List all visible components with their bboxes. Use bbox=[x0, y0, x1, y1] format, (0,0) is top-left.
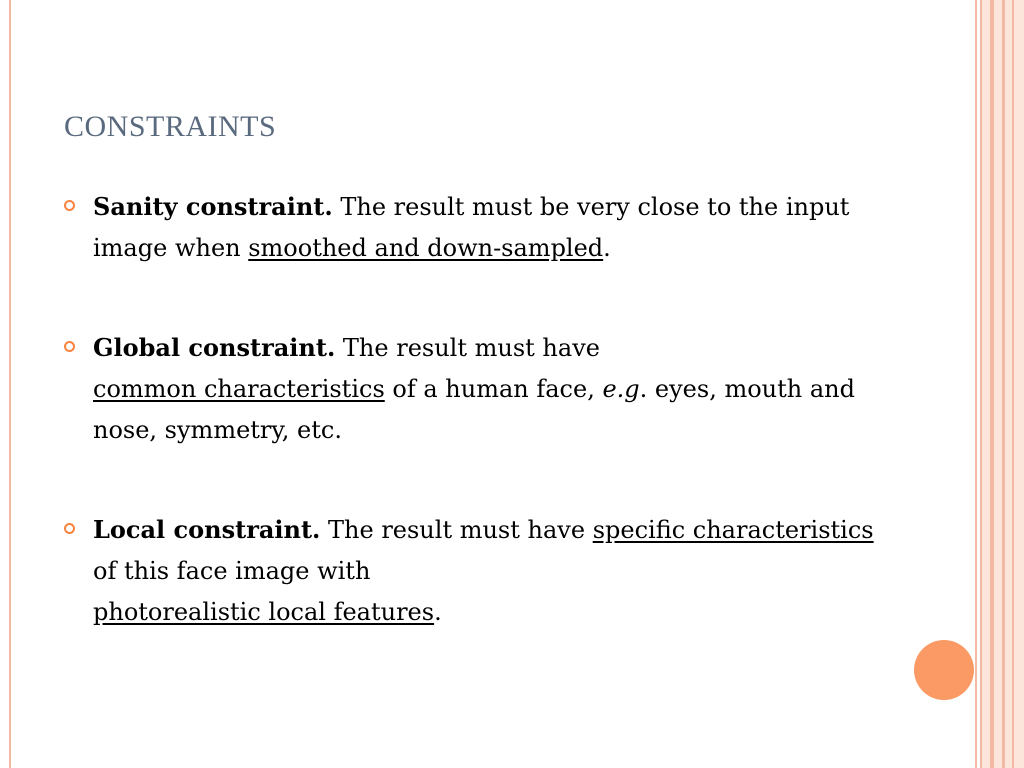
bullet-text: . bbox=[603, 234, 611, 262]
bullet-item-sanity bbox=[64, 186, 894, 269]
bullet-item-global bbox=[64, 327, 894, 451]
slide-title: CONSTRAINTS bbox=[64, 110, 277, 143]
edge-stripe-line bbox=[1012, 0, 1014, 768]
underlined-phrase: common characteristics bbox=[93, 375, 385, 403]
hollow-circle-bullet-icon bbox=[64, 341, 75, 352]
bullet-text: of a human face, bbox=[384, 375, 603, 403]
bullet-text: of this face image with bbox=[93, 557, 371, 585]
bullet-text: . bbox=[434, 598, 442, 626]
bullet-text: The result must have bbox=[320, 516, 593, 544]
underlined-phrase: smoothed and down-sampled bbox=[248, 234, 604, 262]
bullet-list bbox=[64, 186, 894, 691]
bullet-text: The result must have bbox=[335, 334, 600, 362]
bullet-heading: Sanity constraint. bbox=[93, 192, 333, 221]
underlined-phrase: specific characteristics bbox=[592, 516, 874, 544]
hollow-circle-bullet-icon bbox=[64, 523, 75, 534]
bullet-item-local bbox=[64, 509, 894, 633]
edge-stripe-line bbox=[980, 0, 982, 768]
edge-stripe-line bbox=[990, 0, 994, 768]
bullet-text: . eyes, mouth and nose, symmetry, etc. bbox=[93, 375, 855, 444]
right-edge-stripes bbox=[976, 0, 1024, 768]
bullet-text: The result must be very close to the input image when bbox=[93, 193, 850, 262]
underlined-phrase: photorealistic local features bbox=[93, 598, 435, 626]
bullet-heading: Local constraint. bbox=[93, 515, 321, 544]
orange-circle-decoration bbox=[914, 640, 974, 700]
italic-abbreviation: e.g bbox=[602, 375, 640, 403]
edge-stripe-line bbox=[1002, 0, 1005, 768]
bullet-heading: Global constraint. bbox=[93, 333, 336, 362]
hollow-circle-bullet-icon bbox=[64, 200, 75, 211]
left-frame-line bbox=[9, 0, 11, 768]
